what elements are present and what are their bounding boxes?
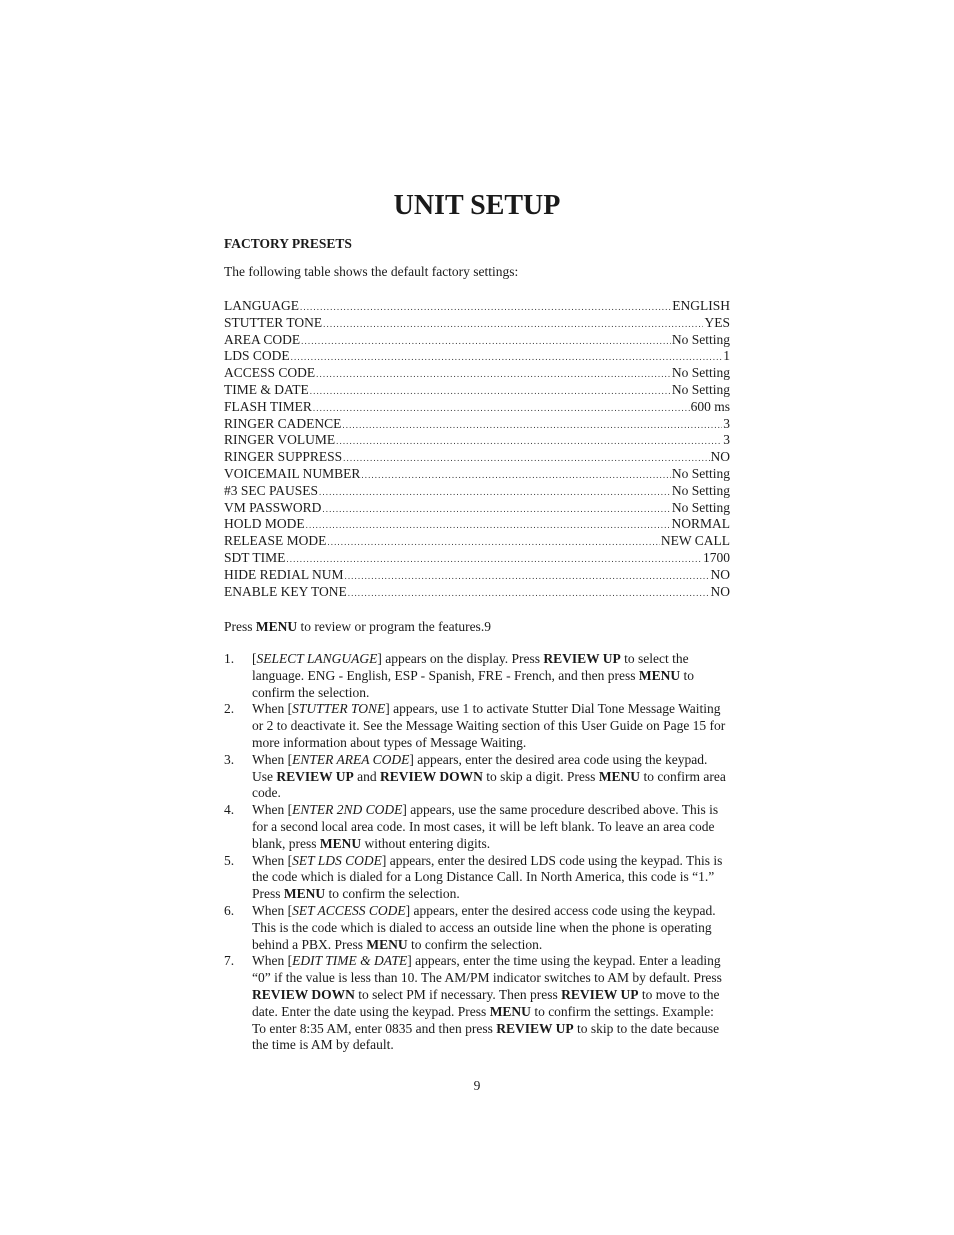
key-name: REVIEW UP [496, 1020, 574, 1036]
step-number: 1. [224, 651, 235, 666]
setup-steps-list [224, 651, 730, 1054]
setting-row [224, 348, 730, 365]
step-text: When [ [252, 751, 293, 767]
display-prompt: SET LDS CODE [292, 852, 382, 868]
setting-value: No Setting [671, 482, 730, 498]
step-text: ] appears, enter the desired access code using the keypad. This is the code which is dialed to access an outside line when the phone is operating behind a PBX. Press [252, 902, 716, 952]
title-wrap [0, 190, 954, 222]
leader-dots [342, 417, 722, 433]
setting-name: RINGER VOLUME [224, 432, 336, 448]
step-text: ] appears, use 1 to activate Stutter Dial Tone Message Waiting or 2 to deactivate it. See the Message Waiting section of this User Guide on Page 15 for more information about types of Message Waiting. [252, 701, 726, 750]
step-text: ] appears, enter the time using the keypad. Enter a leading “0” if the value is less than 10. The AM/PM indicator switches to AM by default. Press [252, 953, 722, 986]
setting-name: VM PASSWORD [224, 499, 322, 515]
setting-row [224, 516, 730, 533]
setting-value: 3 [723, 432, 730, 448]
step-text: When [ [252, 802, 293, 818]
leader-dots [343, 450, 709, 466]
press-menu-line [224, 619, 491, 635]
setting-row [224, 365, 730, 382]
key-name: MENU [319, 835, 362, 851]
key-name: MENU [489, 1003, 531, 1019]
setting-name: HOLD MODE [224, 516, 305, 532]
setting-name: AREA CODE [224, 331, 301, 347]
step-text: ] appears, enter the desired area code using the keypad. Use [252, 751, 708, 784]
setting-name: LDS CODE [224, 348, 290, 364]
setting-name: SDT TIME [224, 549, 286, 565]
setting-row [224, 533, 730, 550]
leader-dots [310, 383, 671, 399]
setting-name: RINGER SUPPRESS [224, 449, 343, 465]
setting-value: ENGLISH [672, 298, 730, 313]
settings-table [224, 298, 730, 600]
page-title: UNIT SETUP [393, 190, 561, 221]
setting-value: 1700 [703, 549, 730, 565]
step-text: without entering digits. [361, 835, 491, 851]
step-number: 6. [224, 902, 235, 918]
setting-row [224, 432, 730, 449]
setting-value: No Setting [671, 465, 730, 481]
key-name: MENU [366, 936, 408, 952]
step-text: to confirm the selection. [407, 936, 543, 952]
setting-name: LANGUAGE [224, 298, 299, 313]
setting-value: NO [710, 566, 730, 582]
setting-row [224, 584, 730, 601]
setting-row [224, 298, 730, 315]
key-name: REVIEW UP [276, 768, 354, 784]
leader-dots [319, 484, 671, 500]
setting-name: RELEASE MODE [224, 533, 327, 549]
setting-name: ENABLE KEY TONE [224, 583, 347, 599]
step-number: 2. [224, 701, 235, 717]
step-text: to confirm area code. [252, 768, 726, 801]
leader-dots [306, 517, 671, 533]
setting-value: NEW CALL [660, 533, 730, 549]
press-post: to review or program the features.9 [297, 619, 491, 634]
step-text: ] appears on the display. Press [377, 651, 544, 666]
step-text: [ [252, 651, 257, 666]
setting-value: 600 ms [690, 398, 730, 414]
setting-name: STUTTER TONE [224, 314, 323, 330]
setup-step [224, 853, 730, 903]
setting-value: 3 [723, 415, 730, 431]
setting-value: YES [704, 314, 730, 330]
display-prompt: STUTTER TONE [292, 701, 386, 717]
setting-row [224, 550, 730, 567]
setting-row [224, 483, 730, 500]
intro-text: The following table shows the default factory settings: [224, 264, 519, 279]
setting-value: NO [710, 449, 730, 465]
press-pre: Press [224, 619, 256, 634]
step-text: When [ [252, 902, 293, 918]
setting-name: TIME & DATE [224, 381, 309, 397]
setting-row [224, 332, 730, 349]
step-number: 7. [224, 953, 235, 969]
setup-step [224, 802, 730, 852]
page-number: 9 [473, 1078, 481, 1093]
key-name: MENU [283, 886, 326, 902]
step-text: to select PM if necessary. Then press [354, 986, 562, 1002]
setting-name: RINGER CADENCE [224, 415, 342, 431]
setting-row [224, 466, 730, 483]
step-text: When [ [252, 701, 293, 717]
step-text: ] appears, enter the desired LDS code using the keypad. This is the code which is dialed for a Long Distance Call. In North America, this code is “1.” Press [252, 852, 723, 902]
leader-dots [361, 467, 670, 483]
key-name: MENU [598, 768, 641, 784]
key-name: REVIEW UP [543, 651, 621, 666]
step-text: ] appears, use the same procedure described above. This is for a second local area code. In most cases, it will be left blank. To leave an area code blank, press [252, 802, 719, 851]
step-text: and [353, 768, 381, 784]
step-number: 5. [224, 852, 235, 868]
display-prompt: ENTER 2ND CODE [292, 802, 403, 818]
setup-step [224, 701, 730, 751]
setup-step [224, 752, 730, 802]
step-number: 4. [224, 802, 235, 818]
setup-step [224, 953, 730, 1054]
leader-dots [336, 433, 722, 449]
setting-row [224, 382, 730, 399]
leader-dots [323, 316, 703, 332]
setting-value: No Setting [671, 381, 730, 397]
setting-name: ACCESS CODE [224, 365, 316, 381]
step-number: 3. [224, 751, 235, 767]
setting-name: VOICEMAIL NUMBER [224, 465, 361, 481]
setup-step [224, 651, 730, 701]
leader-dots [344, 568, 709, 584]
setup-step [224, 903, 730, 953]
step-text: When [ [252, 953, 293, 969]
leader-dots [301, 333, 671, 349]
key-name: REVIEW UP [561, 986, 639, 1002]
step-text: to confirm the selection. [325, 886, 460, 902]
setting-value: NORMAL [671, 516, 730, 532]
leader-dots [327, 534, 660, 550]
leader-dots [316, 366, 671, 382]
step-text: to confirm the settings. Example: To enter 8:35 AM, enter 0835 and then press [252, 1003, 714, 1036]
setting-row [224, 315, 730, 332]
step-text: When [ [252, 852, 293, 868]
step-text: to select the language. ENG - English, ESP - Spanish, FRE - French, and then press [252, 651, 689, 683]
section-heading: FACTORY PRESETS [224, 236, 352, 251]
step-text: to confirm the selection. [252, 667, 694, 700]
display-prompt: EDIT TIME & DATE [292, 953, 408, 969]
leader-dots [286, 551, 702, 567]
setting-value: NO [710, 583, 730, 599]
setting-row [224, 567, 730, 584]
setting-row [224, 399, 730, 416]
leader-dots [313, 400, 690, 416]
leader-dots [300, 299, 671, 315]
setting-name: #3 SEC PAUSES [224, 482, 319, 498]
step-text: to skip to the date because the time is AM by default. [252, 1020, 720, 1053]
display-prompt: ENTER AREA CODE [292, 751, 410, 767]
press-key: MENU [255, 619, 298, 634]
key-name: REVIEW DOWN [252, 986, 355, 1002]
leader-dots [291, 349, 723, 365]
setting-name: HIDE REDIAL NUM [224, 566, 344, 582]
setting-row [224, 500, 730, 517]
setting-name: FLASH TIMER [224, 398, 312, 414]
setting-value: No Setting [671, 331, 730, 347]
display-prompt: SET ACCESS CODE [292, 902, 406, 918]
setting-value: No Setting [671, 499, 730, 515]
key-name: MENU [638, 667, 681, 683]
key-name: REVIEW DOWN [380, 768, 483, 784]
leader-dots [322, 501, 670, 517]
setting-value: No Setting [671, 365, 730, 381]
step-text: to skip a digit. Press [482, 768, 599, 784]
setting-row [224, 449, 730, 466]
leader-dots [348, 585, 710, 601]
display-prompt: SELECT LANGUAGE [256, 651, 378, 666]
setting-row [224, 416, 730, 433]
step-text: to move to the date. Enter the date using the keypad. Press [252, 986, 720, 1019]
setting-value: 1 [723, 348, 730, 364]
